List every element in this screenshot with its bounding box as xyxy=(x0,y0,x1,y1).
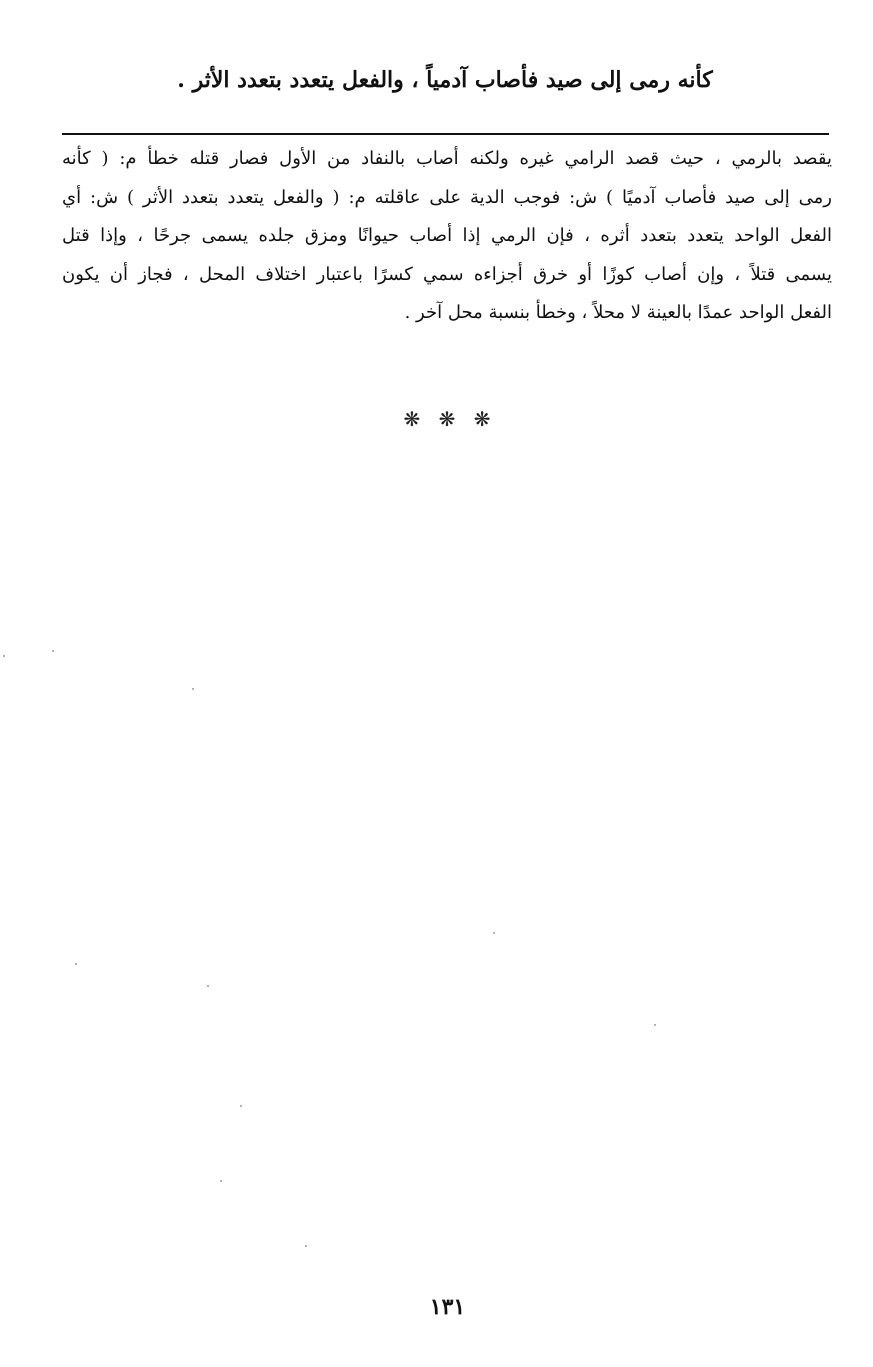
scan-speck xyxy=(220,1180,222,1182)
page-number: ١٣١ xyxy=(429,1294,466,1320)
section-ornament: ❋ ❋ ❋ xyxy=(403,407,497,431)
scan-speck xyxy=(75,963,77,965)
scan-speck xyxy=(493,932,495,934)
header-divider xyxy=(62,133,829,135)
scan-speck xyxy=(240,1105,242,1107)
scan-speck xyxy=(192,688,194,690)
scan-speck xyxy=(305,1245,307,1247)
text-line: يسمى قتلاً ، وإن أصاب كوزًا أو خرق أجزاءه سمي كسرًا باعتبار اختلاف المحل ، فجاز أن يكون xyxy=(62,263,832,285)
scan-speck xyxy=(654,1024,656,1026)
text-line: الفعل الواحد يتعدد بتعدد أثره ، فإن الرمي إذا أصاب حيوانًا ومزق جلده يسمى جرحًا ، وإذا قتل xyxy=(62,225,832,247)
scan-speck xyxy=(3,655,5,657)
page-header: كأنه رمى إلى صيد فأصاب آدمياً ، والفعل يتعدد بتعدد الأثر . xyxy=(177,67,713,93)
scan-speck xyxy=(52,650,54,652)
text-line: رمى إلى صيد فأصاب آدميًا ) ش: فوجب الدية على عاقلته م: ( والفعل يتعدد بتعدد الأثر ) ش: أي xyxy=(62,186,832,208)
text-line: الفعل الواحد عمدًا بالعينة لا محلاً ، وخطأ بنسبة محل آخر . xyxy=(404,302,832,324)
text-line: يقصد بالرمي ، حيث قصد الرامي غيره ولكنه أصاب بالنفاد من الأول فصار قتله خطأ م: ( كأنه xyxy=(62,148,832,169)
scan-speck xyxy=(207,985,209,987)
commentary-body xyxy=(62,140,832,333)
